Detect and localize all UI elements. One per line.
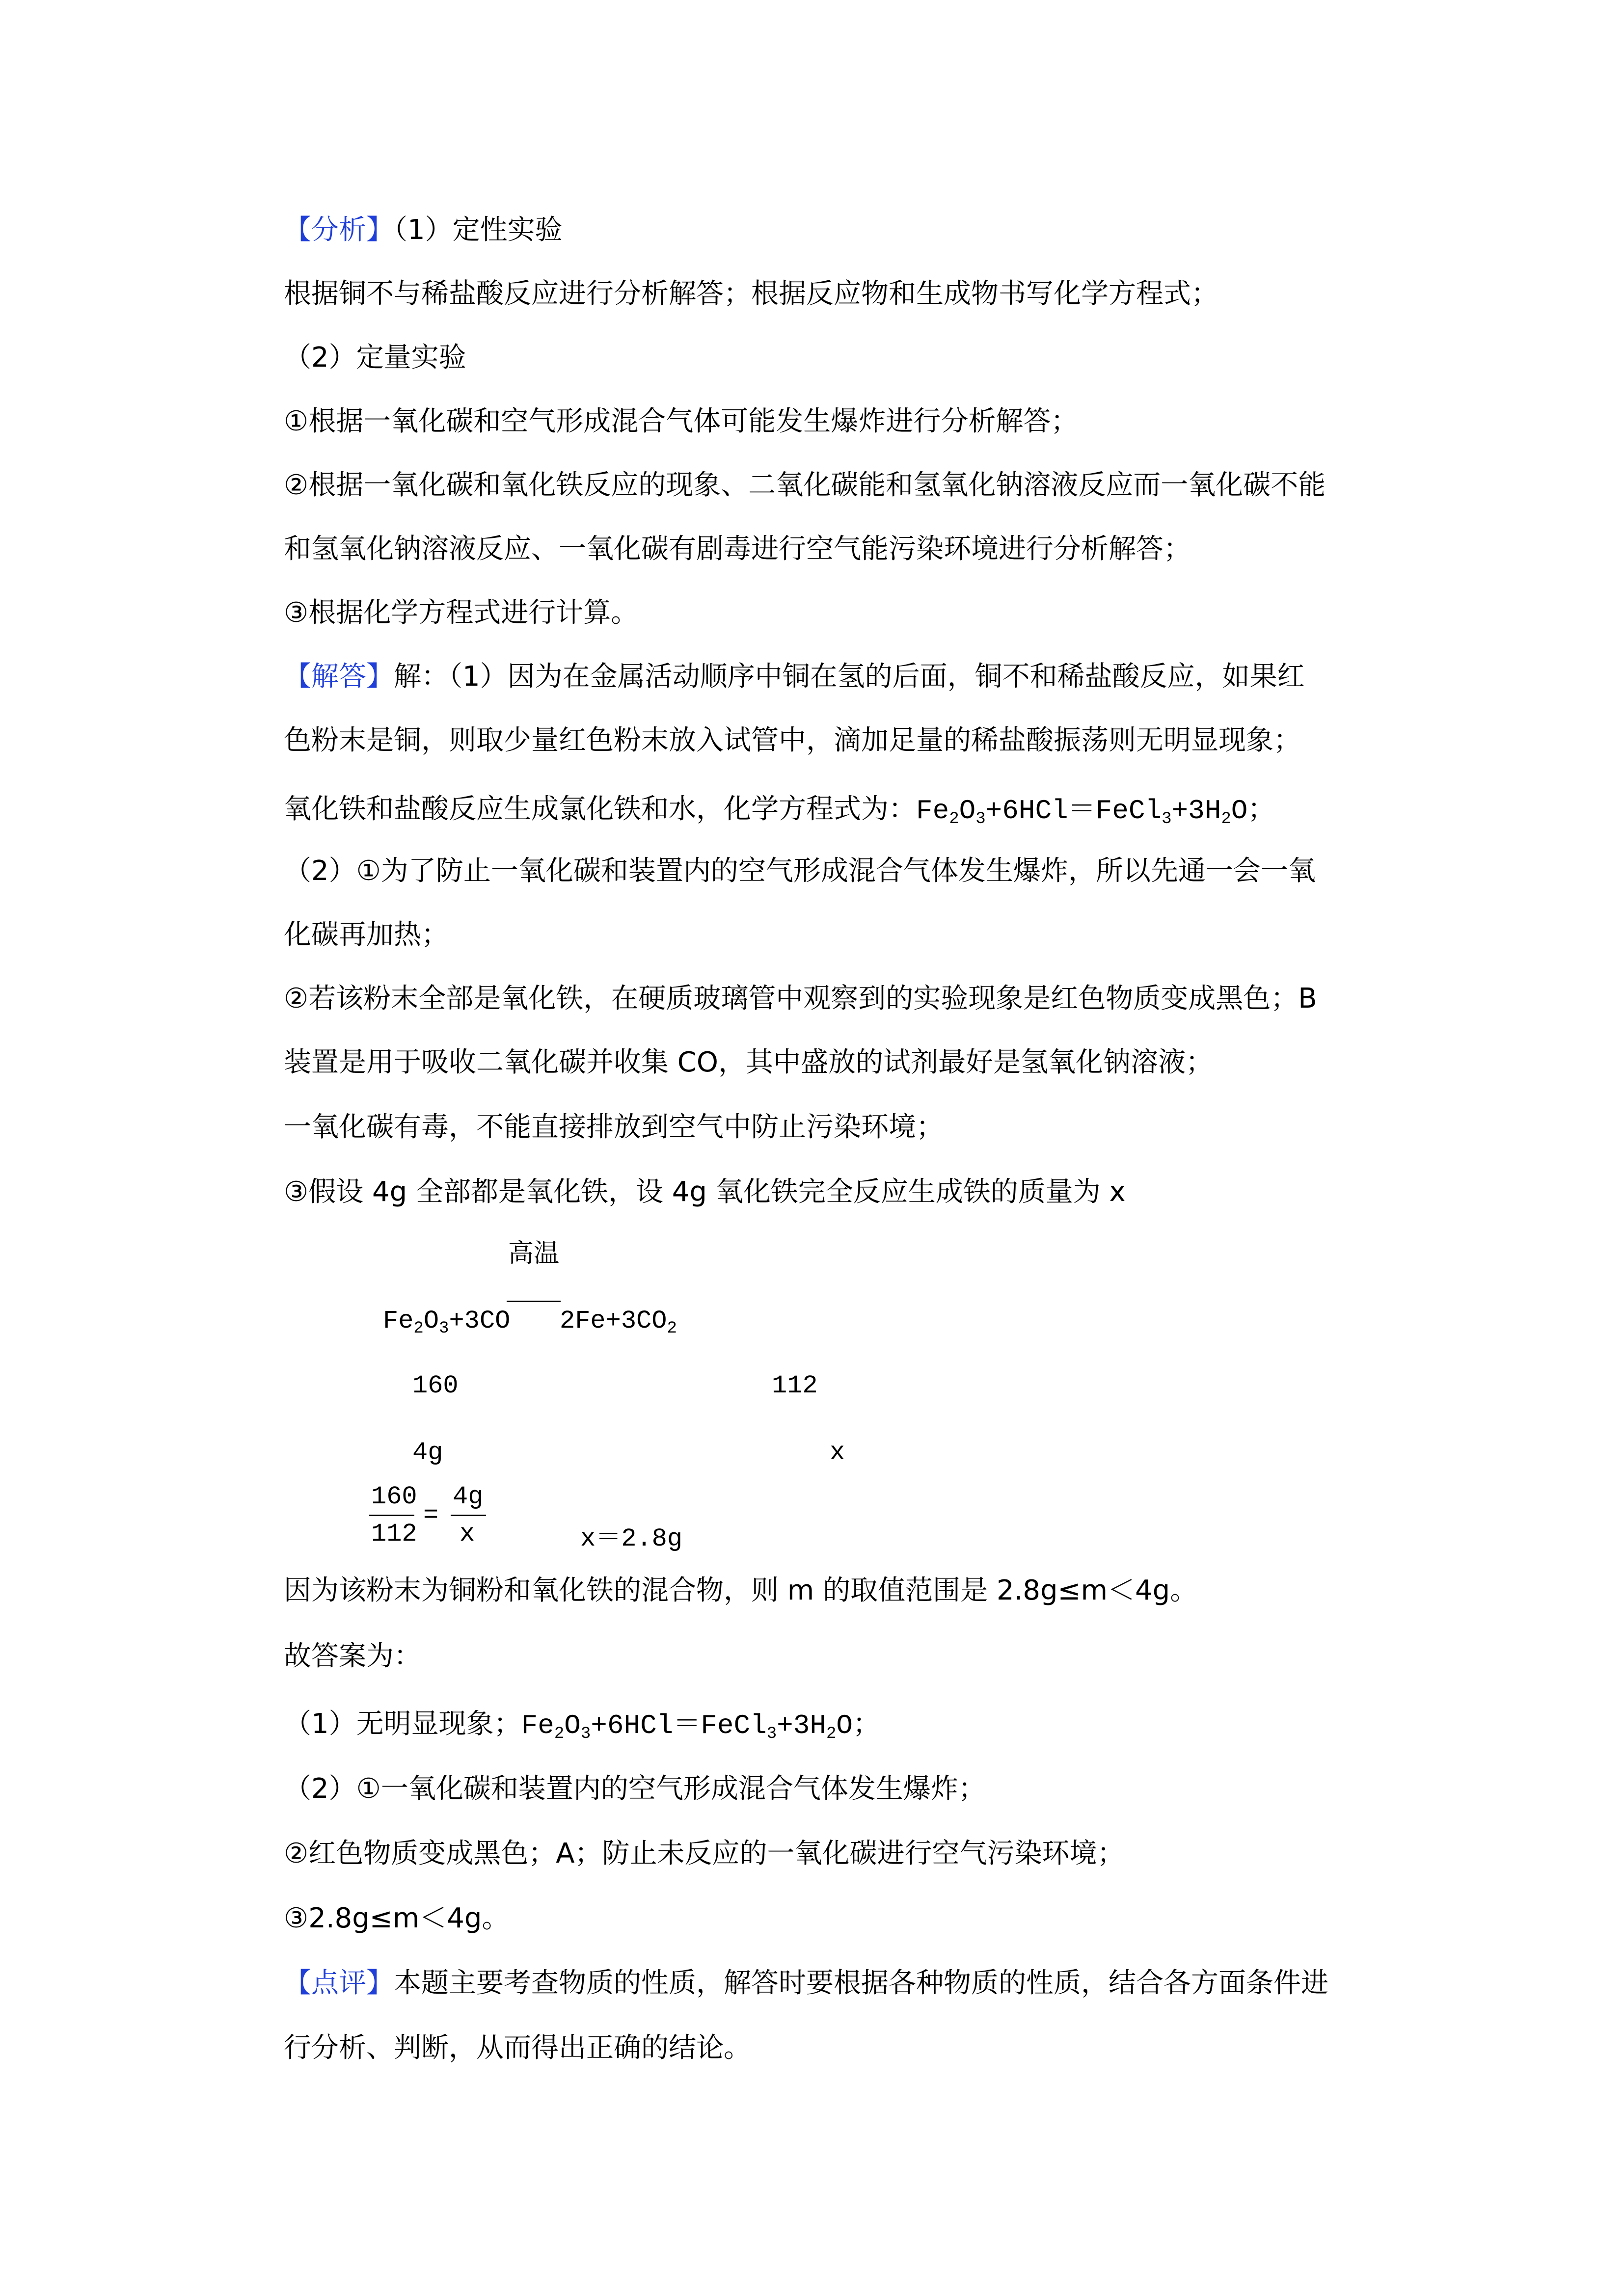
answer-line: ②红色物质变成黑色；A；防止未反应的一氧化碳进行空气污染环境；	[284, 1838, 1125, 1869]
hcl-equation: $Fe_2O_3+6HCl=FeCl_3+3H_2O$	[916, 795, 1248, 828]
answer-line: （2）①一氧化碳和装置内的空气形成混合气体发生爆炸；	[284, 1773, 986, 1805]
answer-line: ②若该粉末全部是氧化铁，在硬质玻璃管中观察到的实验现象是红色物质变成黑色；B	[284, 983, 1317, 1015]
molar-mass-fe: 112	[772, 1371, 818, 1400]
calculation-result: x＝2.8g	[580, 1524, 683, 1553]
analysis-line: 根据铜不与稀盐酸反应进行分析解答；根据反应物和生成物书写化学方程式；	[284, 278, 1218, 310]
fraction-denominator-1: 112	[371, 1520, 417, 1548]
answer-line: ③2.8g≤m＜4g。	[284, 1902, 510, 1934]
analysis-heading-text: （1）定性实验	[394, 214, 563, 246]
fraction-numerator-1: 160	[371, 1482, 417, 1511]
answer-line: ③假设 4g 全部都是氧化铁，设 4g 氧化铁完全反应生成铁的质量为 x	[284, 1176, 1126, 1208]
fraction-equals: =	[423, 1501, 439, 1530]
final-answer-1: （1）无明显现象；$Fe_2O_3+6HCl=FeCl_3+3H_2O$；	[284, 1708, 880, 1743]
given-mass: 4g	[412, 1438, 443, 1467]
analysis-heading	[284, 213, 563, 247]
answer-line: 装置是用于吸收二氧化碳并收集 CO，其中盛放的试剂最好是氢氧化钠溶液；	[284, 1046, 1213, 1078]
reaction-arrow-bar	[507, 1301, 561, 1302]
fraction-bar-2	[451, 1515, 486, 1516]
reaction-rhs: $2Fe+3CO_2$	[560, 1307, 677, 1338]
analysis-line: 和氢氧化钠溶液反应、一氧化碳有剧毒进行空气能污染环境进行分析解答；	[284, 533, 1191, 565]
fraction-numerator-2: 4g	[453, 1482, 484, 1511]
answer-line: 化碳再加热；	[284, 919, 449, 951]
comment-line: 行分析、判断，从而得出正确的结论。	[284, 2032, 751, 2064]
analysis-tag: 【分析】	[284, 214, 394, 246]
comment-heading	[284, 1966, 1328, 2001]
reaction-condition: 高温	[508, 1239, 560, 1268]
fraction-denominator-2: x	[460, 1520, 475, 1548]
answer-line: 故答案为：	[284, 1640, 421, 1672]
answer-tag: 【解答】	[284, 661, 394, 693]
analysis-line: ③根据化学方程式进行计算。	[284, 597, 639, 629]
answer-heading-text: 解：（1）因为在金属活动顺序中铜在氢的后面，铜不和稀盐酸反应，如果红	[394, 661, 1305, 693]
analysis-line: （2）定量实验	[284, 342, 466, 374]
unknown-mass: x	[830, 1438, 845, 1467]
answer-line-text: 氧化铁和盐酸反应生成氯化铁和水，化学方程式为：	[284, 793, 916, 825]
answer-line: （2）①为了防止一氧化碳和装置内的空气形成混合气体发生爆炸，所以先通一会一氧	[284, 855, 1316, 887]
molar-mass-fe2o3: 160	[412, 1371, 459, 1400]
fraction-bar-1	[369, 1515, 414, 1516]
comment-heading-text: 本题主要考查物质的性质，解答时要根据各种物质的性质，结合各方面条件进	[394, 1967, 1328, 1999]
analysis-line: ①根据一氧化碳和空气形成混合气体可能发生爆炸进行分析解答；	[284, 405, 1079, 437]
reaction-lhs: $Fe_2O_3+3CO$	[383, 1307, 511, 1338]
comment-tag: 【点评】	[284, 1967, 394, 1999]
analysis-line: ②根据一氧化碳和氧化铁反应的现象、二氧化碳能和氢氧化钠溶液反应而一氧化碳不能	[284, 469, 1326, 501]
answer-heading	[284, 660, 1305, 694]
answer-line-hcl: 氧化铁和盐酸反应生成氯化铁和水，化学方程式为：$Fe_2O_3+6HCl=FeCl_3+3H_2O$；	[284, 793, 1275, 828]
hcl-equation-final: $Fe_2O_3+6HCl=FeCl_3+3H_2O$	[521, 1710, 853, 1743]
answer-line: 一氧化碳有毒，不能直接排放到空气中防止污染环境；	[284, 1111, 944, 1143]
answer-line: 色粉末是铜，则取少量红色粉末放入试管中，滴加足量的稀盐酸振荡则无明显现象；	[284, 724, 1301, 756]
answer-line: 因为该粉末为铜粉和氧化铁的混合物，则 m 的取值范围是 2.8g≤m＜4g。	[284, 1575, 1198, 1606]
